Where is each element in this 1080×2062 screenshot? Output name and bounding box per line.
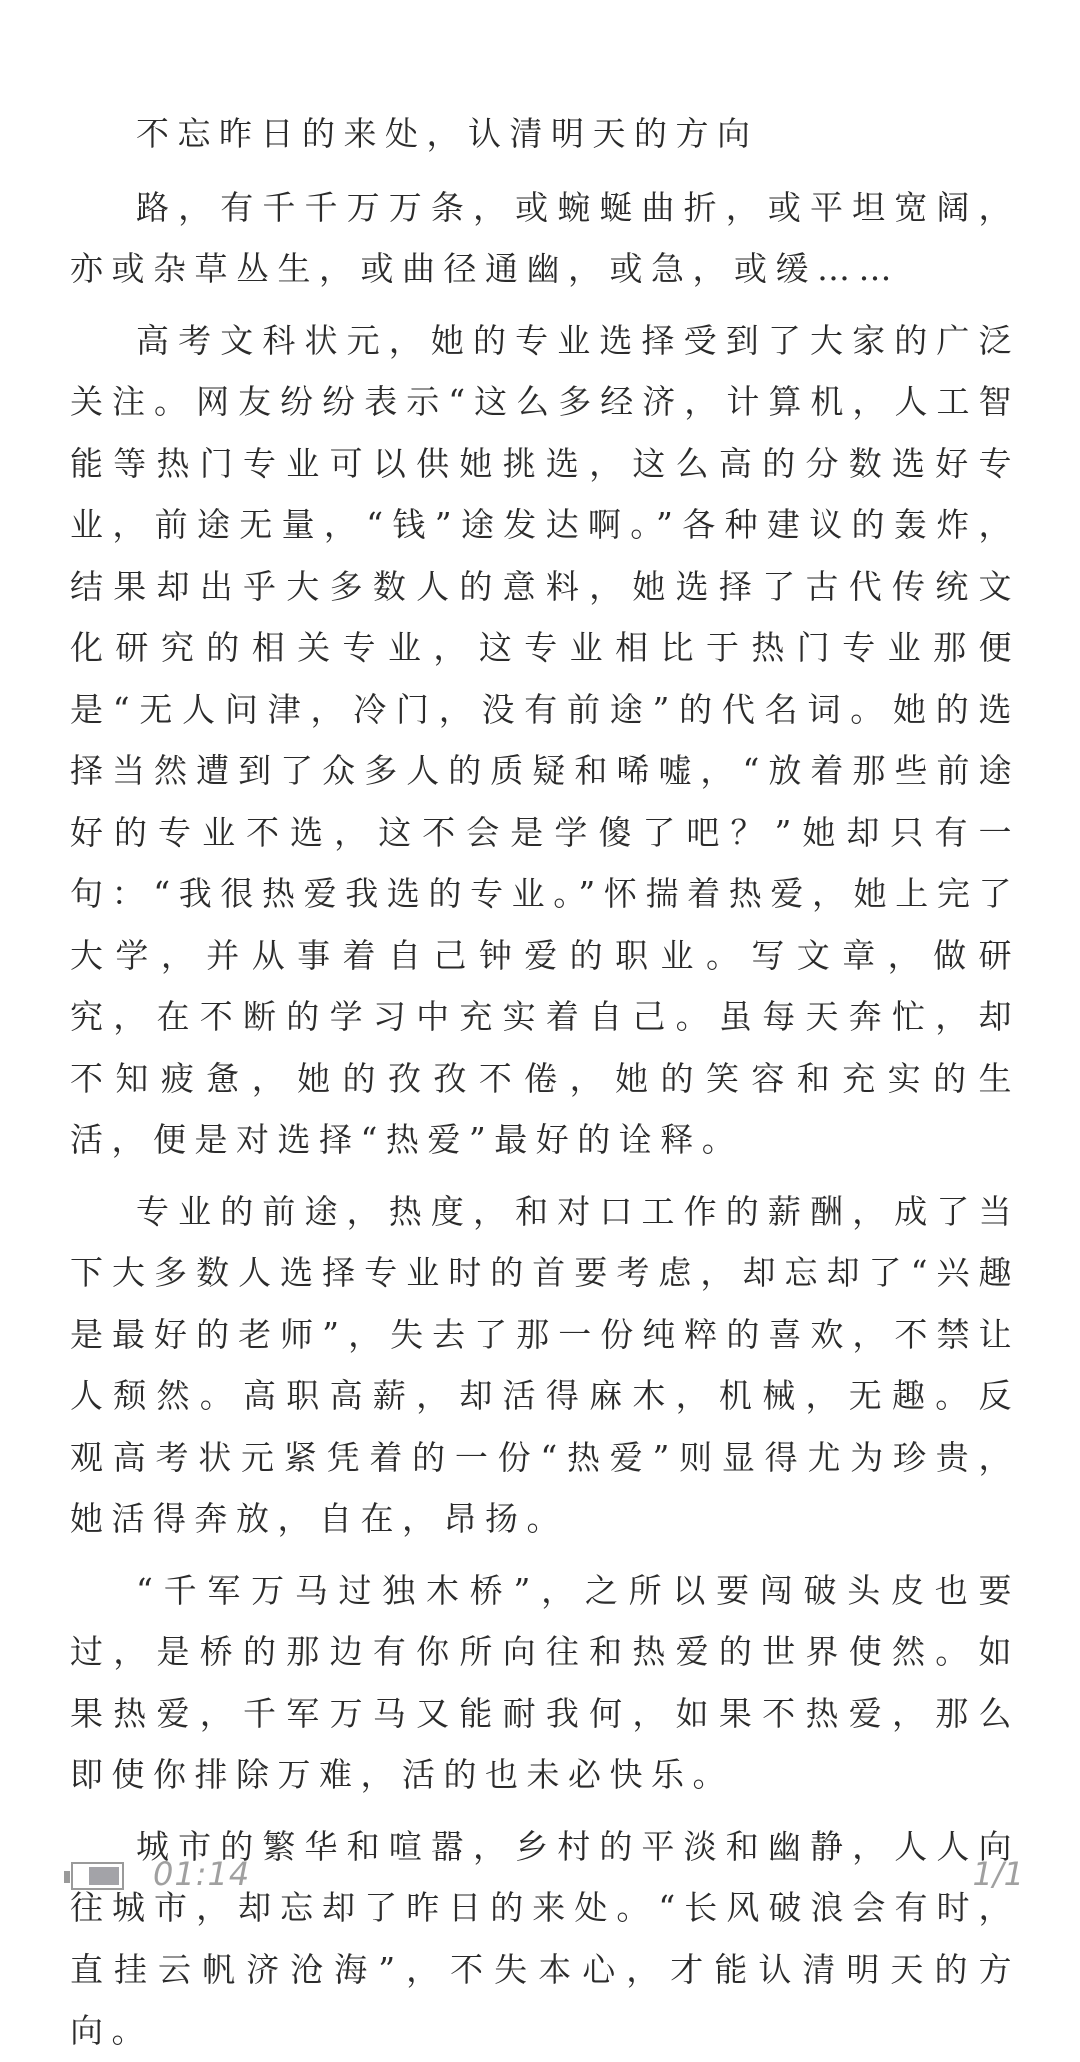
battery-icon [64, 1862, 128, 1892]
page-indicator: 1/1 [972, 1855, 1024, 1893]
paragraph-3: 专业的前途，热度，和对口工作的薪酬，成了当下大多数人选择专业时的首要考虑，却忘却了“兴趣是最好的老师”，失去了那一份纯粹的喜欢，不禁让人颓然。高职高薪，却活得麻木，机械，无趣。反观高考状元紧凭着的一份“热爱”则显得尤为珍贵，她活得奔放，自在，昂扬。 [70, 1191, 1020, 1538]
paragraph-2: 高考文科状元，她的专业选择受到了大家的广泛关注。网友纷纷表示“这么多经济，计算机，人工智能等热门专业可以供她挑选，这么高的分数选好专业，前途无量，“钱”途发达啊。”各种建议的轰炸，结果却出乎大多数人的意料，她选择了古代传统文化研究的相关专业，这专业相比于热门专业那便是“无人问津，冷门，没有前途”的代名词。她的选择当然遭到了众多人的质疑和唏嘘，“放着那些前途好的专业不选，这不会是学傻了吧？”她却只有一句：“我很热爱我选的专业。”怀揣着热爱，她上完了大学，并从事着自己钟爱的职业。写文章，做研究，在不断的学习中充实着自己。虽每天奔忙，却不知疲惫，她的孜孜不倦，她的笑容和充实的生活，便是对选择“热爱”最好的诠释。 [70, 320, 1020, 1159]
paragraph-4: “千军万马过独木桥”，之所以要闯破头皮也要过，是桥的那边有你所向往和热爱的世界使然。如果热爱，千军万马又能耐我何，如果不热爱，那么即使你排除万难，活的也未必快乐。 [70, 1570, 1020, 1794]
paragraph-5: 城市的繁华和喧嚣，乡村的平淡和幽静，人人向往城市，却忘却了昨日的来处。“长风破浪会有时，直挂云帆济沧海”，不失本心，才能认清明天的方向。 [70, 1826, 1020, 2050]
battery-level-fill [89, 1867, 119, 1885]
paragraph-1: 路，有千千万万条，或蜿蜒曲折，或平坦宽阔，亦或杂草丛生，或曲径通幽，或急，或缓…… [70, 187, 1020, 288]
status-bar [0, 1845, 1080, 1905]
article-body [70, 103, 1020, 2062]
clock-time: 01:14 [153, 1855, 251, 1893]
article-title: 不忘昨日的来处，认清明天的方向 [136, 114, 759, 153]
